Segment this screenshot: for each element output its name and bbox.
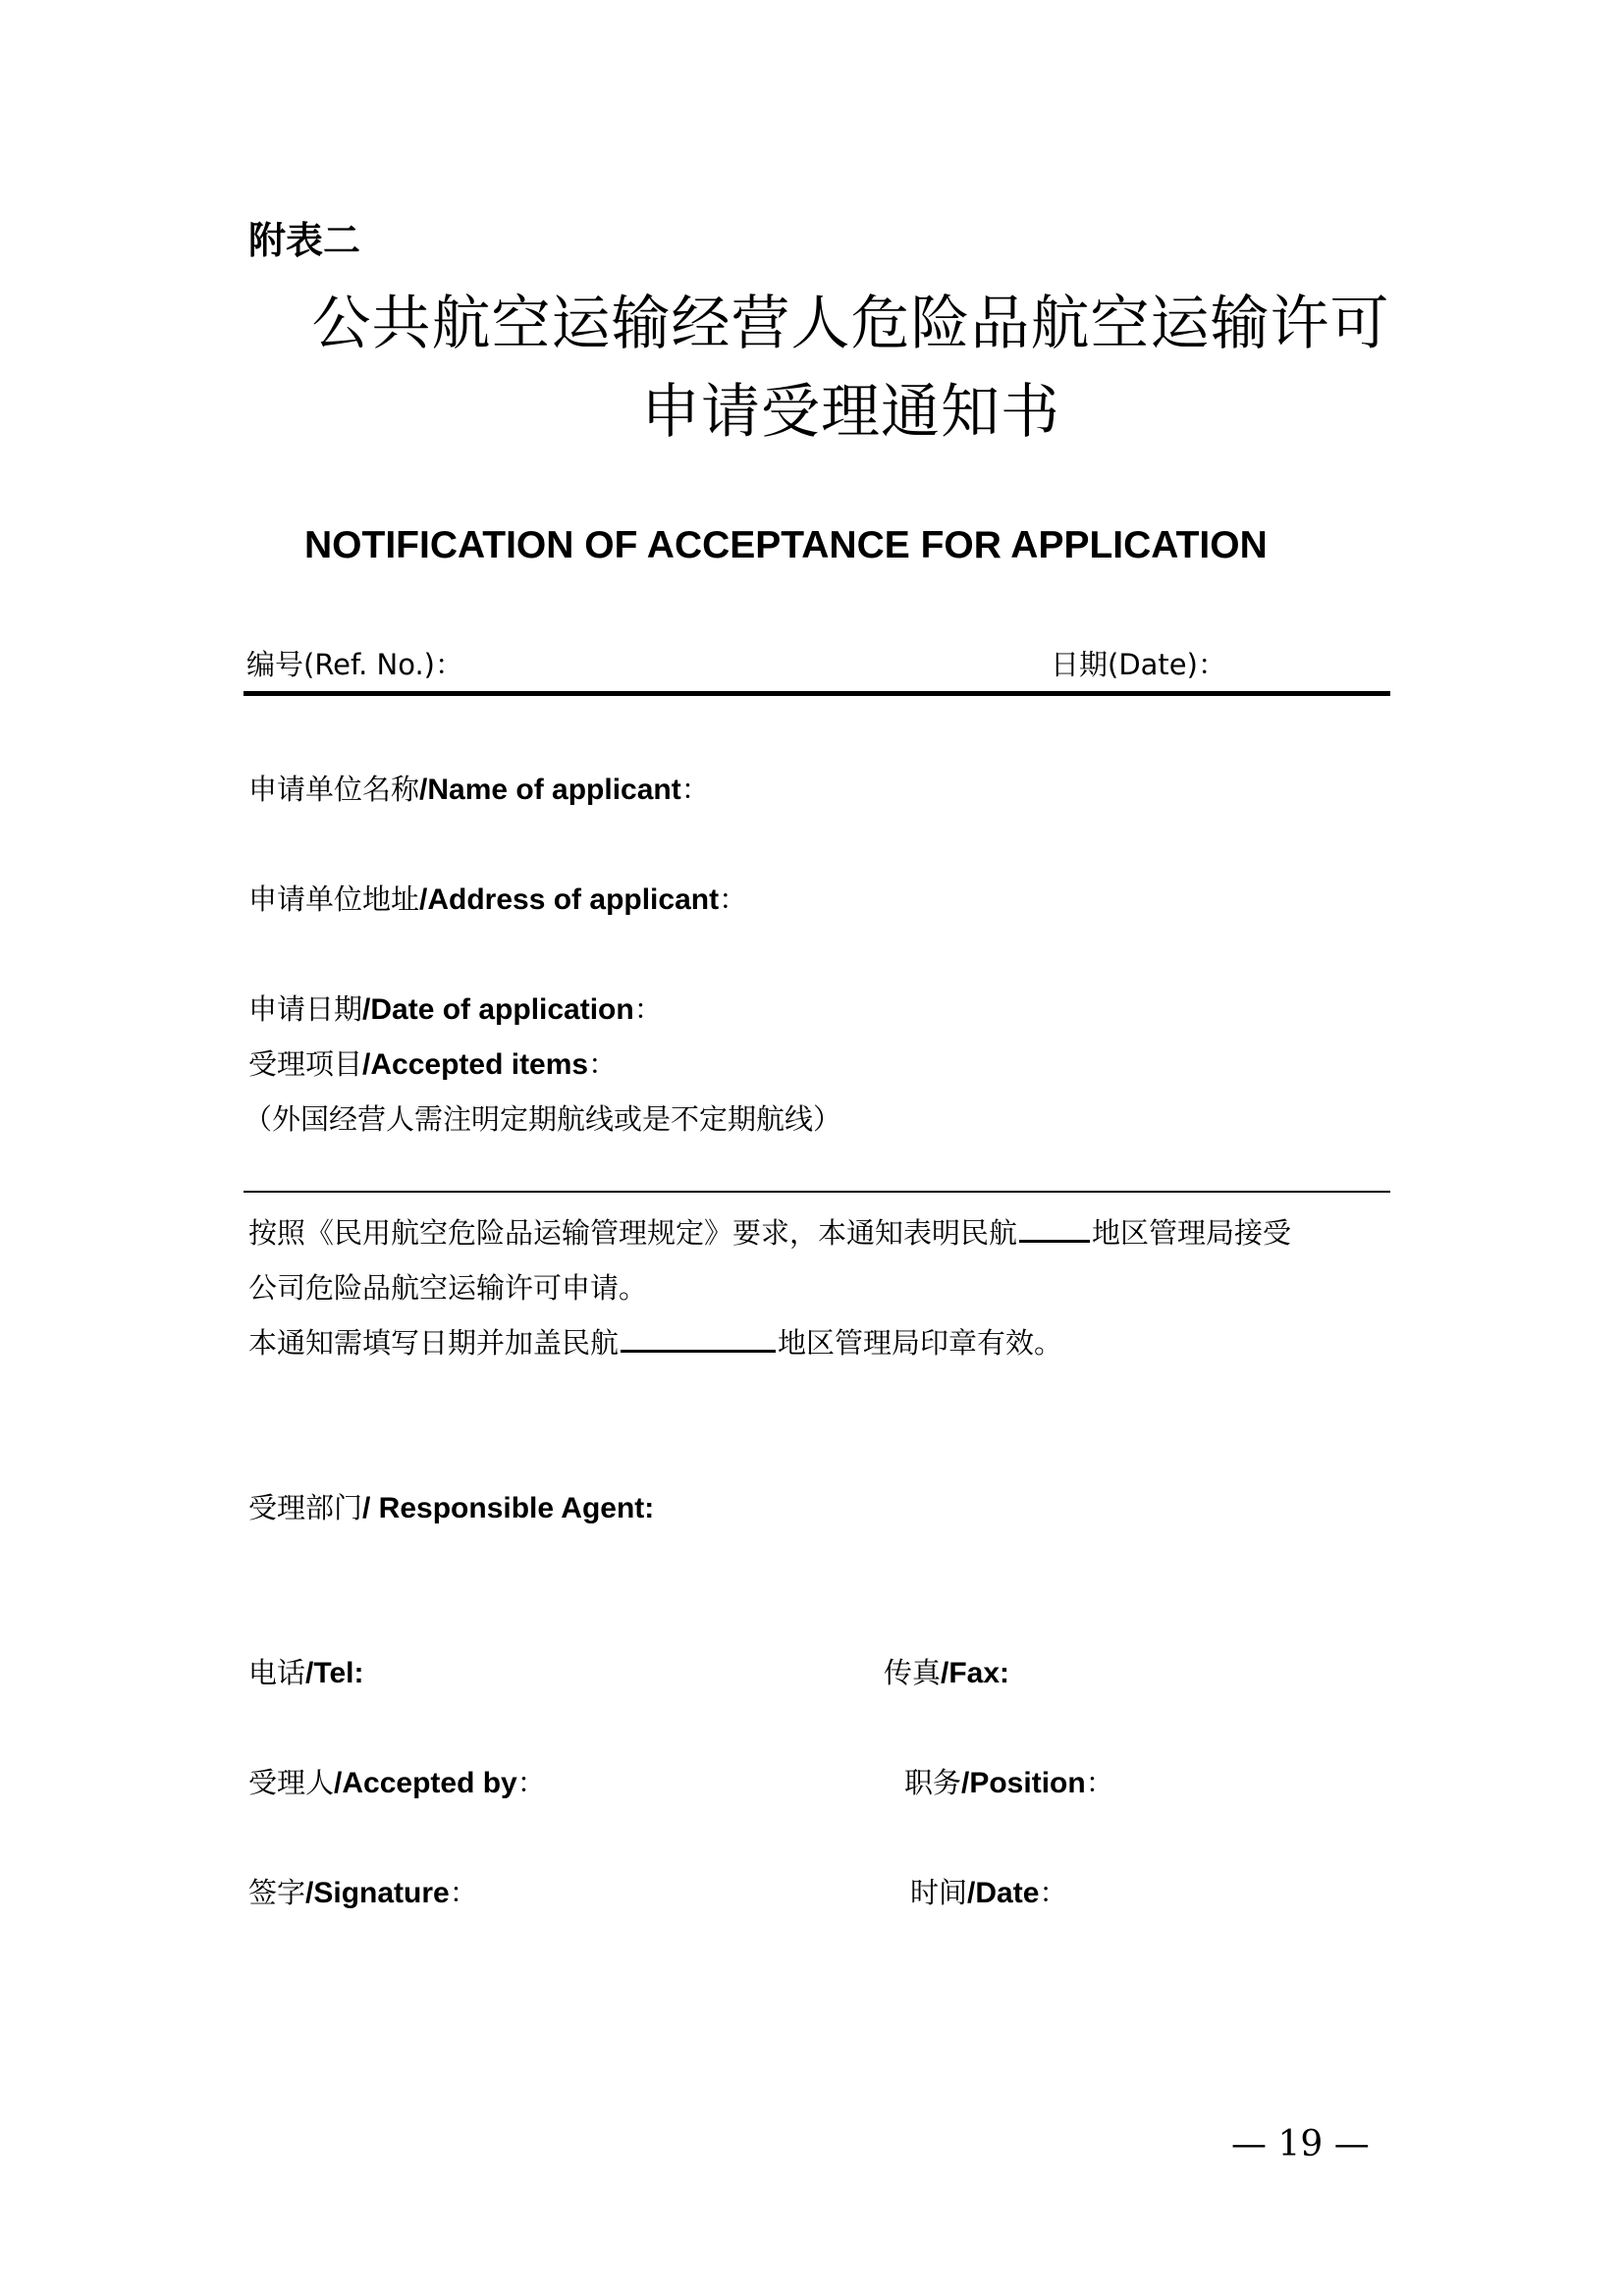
tel-cn: 电话: [248, 1656, 306, 1689]
annex-label: 附表二: [248, 219, 361, 262]
applicant-name-colon: ：: [680, 773, 710, 806]
sign-date-cn: 时间: [910, 1876, 968, 1909]
accepted-items-colon: ：: [588, 1047, 618, 1081]
accepted-items-cn: 受理项目: [248, 1047, 363, 1081]
page-number: — 19 —: [1231, 2124, 1370, 2164]
accepted-by-colon: ：: [516, 1766, 546, 1799]
signature-en: /Signature: [305, 1877, 450, 1909]
application-date-field: [248, 989, 663, 1030]
signature-cn: 签字: [248, 1876, 306, 1909]
position-en: /Position: [961, 1767, 1086, 1799]
application-date-colon: ：: [633, 992, 663, 1026]
fax-cn: 传真: [884, 1656, 942, 1689]
position-field: [904, 1763, 1114, 1803]
application-date-en: /Date of application: [362, 993, 634, 1026]
responsible-agent-field: [248, 1488, 654, 1528]
notice-line-3-a: 本通知需填写日期并加盖民航: [248, 1326, 620, 1360]
accepted-by-en: /Accepted by: [334, 1767, 517, 1799]
applicant-address-colon: ：: [719, 882, 748, 916]
applicant-address-en: /Address of applicant: [419, 883, 720, 916]
accepted-items-en: /Accepted items: [362, 1048, 589, 1081]
applicant-name-field: [248, 770, 710, 810]
accepted-by-field: [248, 1763, 546, 1803]
signature-colon: ：: [449, 1876, 478, 1909]
applicant-address-field: [248, 880, 747, 920]
region-blank-1: [1019, 1216, 1090, 1243]
document-title-line-1: 公共航空运输经营人危险品航空运输许可: [311, 290, 1390, 358]
application-date-cn: 申请日期: [248, 992, 363, 1026]
applicant-name-en: /Name of applicant: [419, 774, 681, 806]
notice-line-1-b: 地区管理局接受: [1092, 1216, 1292, 1250]
fax-field: [884, 1653, 1009, 1693]
english-subtitle: NOTIFICATION OF ACCEPTANCE FOR APPLICATION: [304, 524, 1268, 566]
position-colon: ：: [1085, 1766, 1114, 1799]
accepted-items-note: （外国经营人需注明定期航线或是不定期航线）: [243, 1102, 842, 1136]
sign-date-field: [910, 1873, 1067, 1913]
notice-line-1-a: 按照《民用航空危险品运输管理规定》要求，本通知表明民航: [248, 1216, 1018, 1250]
position-cn: 职务: [904, 1766, 962, 1799]
agent-en: / Responsible Agent:: [362, 1492, 655, 1524]
section-divider: [243, 1191, 1390, 1193]
tel-en: /Tel:: [305, 1657, 364, 1689]
agent-cn: 受理部门: [248, 1491, 363, 1524]
accepted-by-cn: 受理人: [248, 1766, 335, 1799]
region-blank-2: [621, 1326, 776, 1353]
date-label: 日期(Date)：: [1051, 648, 1226, 681]
notice-line-3: [248, 1323, 1062, 1362]
sign-date-colon: ：: [1039, 1876, 1068, 1909]
sign-date-en: /Date: [967, 1877, 1040, 1909]
ref-no-label: 编号(Ref. No.)：: [246, 648, 463, 681]
document-title-line-2: 申请受理通知书: [641, 378, 1060, 447]
header-divider: [243, 691, 1390, 696]
accepted-items-field: [248, 1044, 617, 1085]
notice-line-3-b: 地区管理局印章有效。: [778, 1326, 1063, 1360]
applicant-name-cn: 申请单位名称: [248, 773, 420, 806]
signature-field: [248, 1873, 478, 1913]
notice-line-2: 公司危险品航空运输许可申请。: [248, 1271, 648, 1305]
applicant-address-cn: 申请单位地址: [248, 882, 420, 916]
notice-line-1: [248, 1213, 1291, 1253]
tel-field: [248, 1653, 363, 1693]
fax-en: /Fax:: [941, 1657, 1010, 1689]
